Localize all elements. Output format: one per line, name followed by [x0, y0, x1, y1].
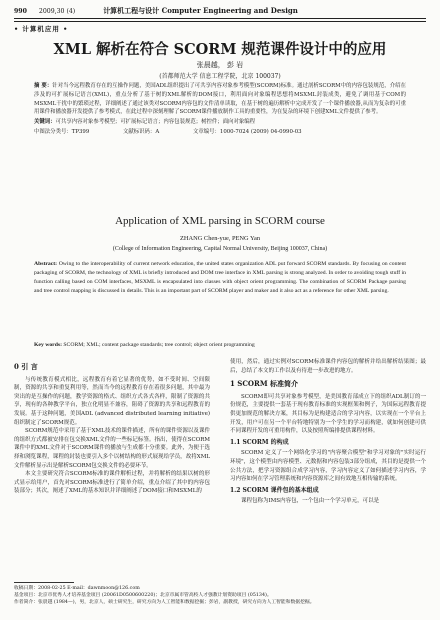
- authors-en: ZHANG Chen-yue, PENG Yan: [179, 235, 261, 242]
- section-1-1-paragraph: SCORM 定义了一个网络化学习的"内容聚合模型"和学习对象的"实时运行环境"，这个模型由内容模型、元数据和内容包装3部分组成，其目的是提供一个公共方法，把学习资源组合成学习内容，学习内容定义了如何描述学习内容，学习内容如何在学习管理系统和内容资源库之间有效地互相传输的系统。: [230, 450, 426, 483]
- page-number: 990: [14, 8, 27, 15]
- keywords-cn: 可共享内容对象参考模型；可扩展标记语言；内容包装规范；树控件；面向对象编程: [55, 119, 256, 126]
- title-cn: XML 解析在符合 SCORM 规范课件设计中的应用: [53, 41, 387, 58]
- header-rule: [14, 18, 426, 19]
- abstract-en-label: Abstract:: [34, 261, 58, 267]
- abstract-cn: [34, 82, 406, 137]
- affiliation-cn: (首都师范大学 信息工程学院，北京 100037): [159, 73, 281, 80]
- abstract-en: [34, 260, 406, 296]
- section-1-2-paragraph: 课程包称为IMS内容包，一个包由一个学习单元，可以是: [241, 498, 380, 505]
- section-1-paragraph: SCORM即可共享对象参考模型，是美国教育部成立下的组织ADL制订的一份规范，主要提供一套基于现有教育标准的实现框架和例子，为国际远程教育提供更加规范的解决方案，其目标为是构建适合的学习内容，以实现在一个平台上开发，用户可在另一个平台特地特别为一个学生的学习而构建，就如何创建可供不同课程开发的可重用构件，以及按照所编排提供课程材料。: [230, 393, 426, 435]
- footnote-fund: 基金项目：北京市优秀人才培养基金项目 (20061D0500600220)；北京市属市管高校人才强教计划资助项目 (05134)。: [14, 593, 272, 598]
- doc-code: 文献标识码：A: [122, 128, 160, 135]
- footnote-author: 作者简介：张晨越 (1984—)，男，北京人，硕士研究生，研究方向为人工智能和数据挖掘；彭岩，副教授，研究方向为人工智能和数据挖掘。: [14, 600, 315, 605]
- clc-code: 中图法分类号：TP399: [34, 128, 90, 135]
- abstract-cn-text: 针对当今远程教育存在的互操作问题，美国ADL组织提出了可共享内容对象参考模型(SCORM)标准。通过剖析SCORM中的内容包装规范，介绍在涉及的可扩展标记语言(XML)，重点分析了基于树的XML解析的DOM接口，利用面向对象编程思想将MSXML封装成类，避免了调用基于COM的MSXML干扰中的繁琐过程，详细阐述了通过该类对SCORM内容包的文件清单读取，在基于树的遍历解析中完成开发了一个课件播放器,从而为复杂的可重用课件和播放器开发提供了参考模式，在此过程中深刻理解了SCORM课件播放制作工具的重要性，为在复杂的环境下创建XML文件提供了参考。: [34, 83, 406, 116]
- title-en: Application of XML parsing in SCORM course: [115, 215, 325, 227]
- header-rule-thin: [14, 21, 426, 22]
- journal-name: 计算机工程与设计 Computer Engineering and Design: [103, 6, 298, 15]
- section-0-paragraph: SCORM规范中采用了基于XML技术的课件描述，所有的课件资源以及课件的组织方式都被安排在包交换XML文件的一些标记标签。指出，使得在SCORM课件中的XML文件对于SCORM课件的播放与生成都十分重要。此外，为便于选择和浏览课程，课程的封装也要引入多个以树结构的形式展现给学员，故将XML文件解析显示出是解析SCORM包交换文件的必要环节。: [14, 428, 210, 469]
- section-0-paragraph: 与传统教育模式相比，远程教育有着它显著的优势，如不受时间、空间限制，资源的共享和重复利用等，然而当今的远程教育存在着很多问题，其中最为突出的是互操作的问题，教学资源的格式、组织方式各式各样，限制了资源的共享，现有的各种教学平台，独立化明显不兼容，阻碍了资源的共享和远程教育的发展。基于这种问题，美国ADL (advanced distributed learning initiative)组织制定了SCORM规范。: [14, 376, 210, 426]
- issue-info: 2009,30 (4): [38, 8, 76, 15]
- keywords-en-label: Key words:: [34, 342, 62, 348]
- keywords-cn-label: 关键词：: [34, 119, 56, 126]
- section-1-1-heading: 1.1 SCORM 的构成: [230, 438, 289, 446]
- left-column: [14, 358, 210, 496]
- section-0-heading: 0 引 言: [14, 362, 38, 371]
- abstract-en-text: Owing to the interoperability of current network education, the united states organization ADL put forward SCORM standards. By focusing on content packaging of SCORM, the technology of XML is briefly introduced and DOM tree interface in XML parsing is strong analyzed. In order to avoiding tough stuff in function calling based on COM interfaces, MSXML is encapsulated into classes with object orient programming. The combination of SCORM Package parsing and tree control mapping is discussed in details. This is an important part of SCORM player and maker and it also act as a reference for other XML parsing.: [34, 261, 407, 294]
- footnote-received: 收稿日期：2008-02-25 E-mail：dawnmoon@126.com: [14, 586, 140, 591]
- section-1-2-heading: 1.2 SCORM 课件包的基本组成: [230, 486, 319, 494]
- section-0-paragraph: 本文主要研究符合SCORM标准的课件解析过程，并将解析的结果以树的形式显示给用户，首先对SCORM标准进行了简单介绍，重点介绍了其中的内容包装部分；其次，阐述了XML的基本知识并详细阐述了DOM接口和MSXML的: [14, 471, 210, 495]
- footnote-rule: [14, 582, 74, 583]
- article-number: 文章编号：1000-7024 (2009) 04-0990-03: [192, 128, 302, 135]
- section-1-heading: 1 SCORM 标准简介: [230, 379, 299, 389]
- classification-line: [34, 128, 406, 137]
- running-header: [14, 6, 426, 16]
- right-column: [230, 358, 426, 506]
- keywords-en: SCORM; XML; content package standards; tree control; object orient programming: [63, 342, 255, 348]
- column-tag: • 计算机应用 •: [14, 25, 69, 33]
- intro-continuation: 使用，然后，通过实例对SCORM标准课件内容包的解析并给出解析结果图；最后，总结了本文的工作以及有待进一步改进的地方。: [230, 359, 426, 374]
- keywords-en-block: [34, 342, 406, 348]
- authors-cn: 张晨越， 彭 岩: [196, 61, 244, 69]
- affiliation-en: (College of Information Engineering, Capital Normal University, Beijing 100037, China): [112, 246, 328, 252]
- abstract-cn-label: 摘 要：: [34, 83, 53, 89]
